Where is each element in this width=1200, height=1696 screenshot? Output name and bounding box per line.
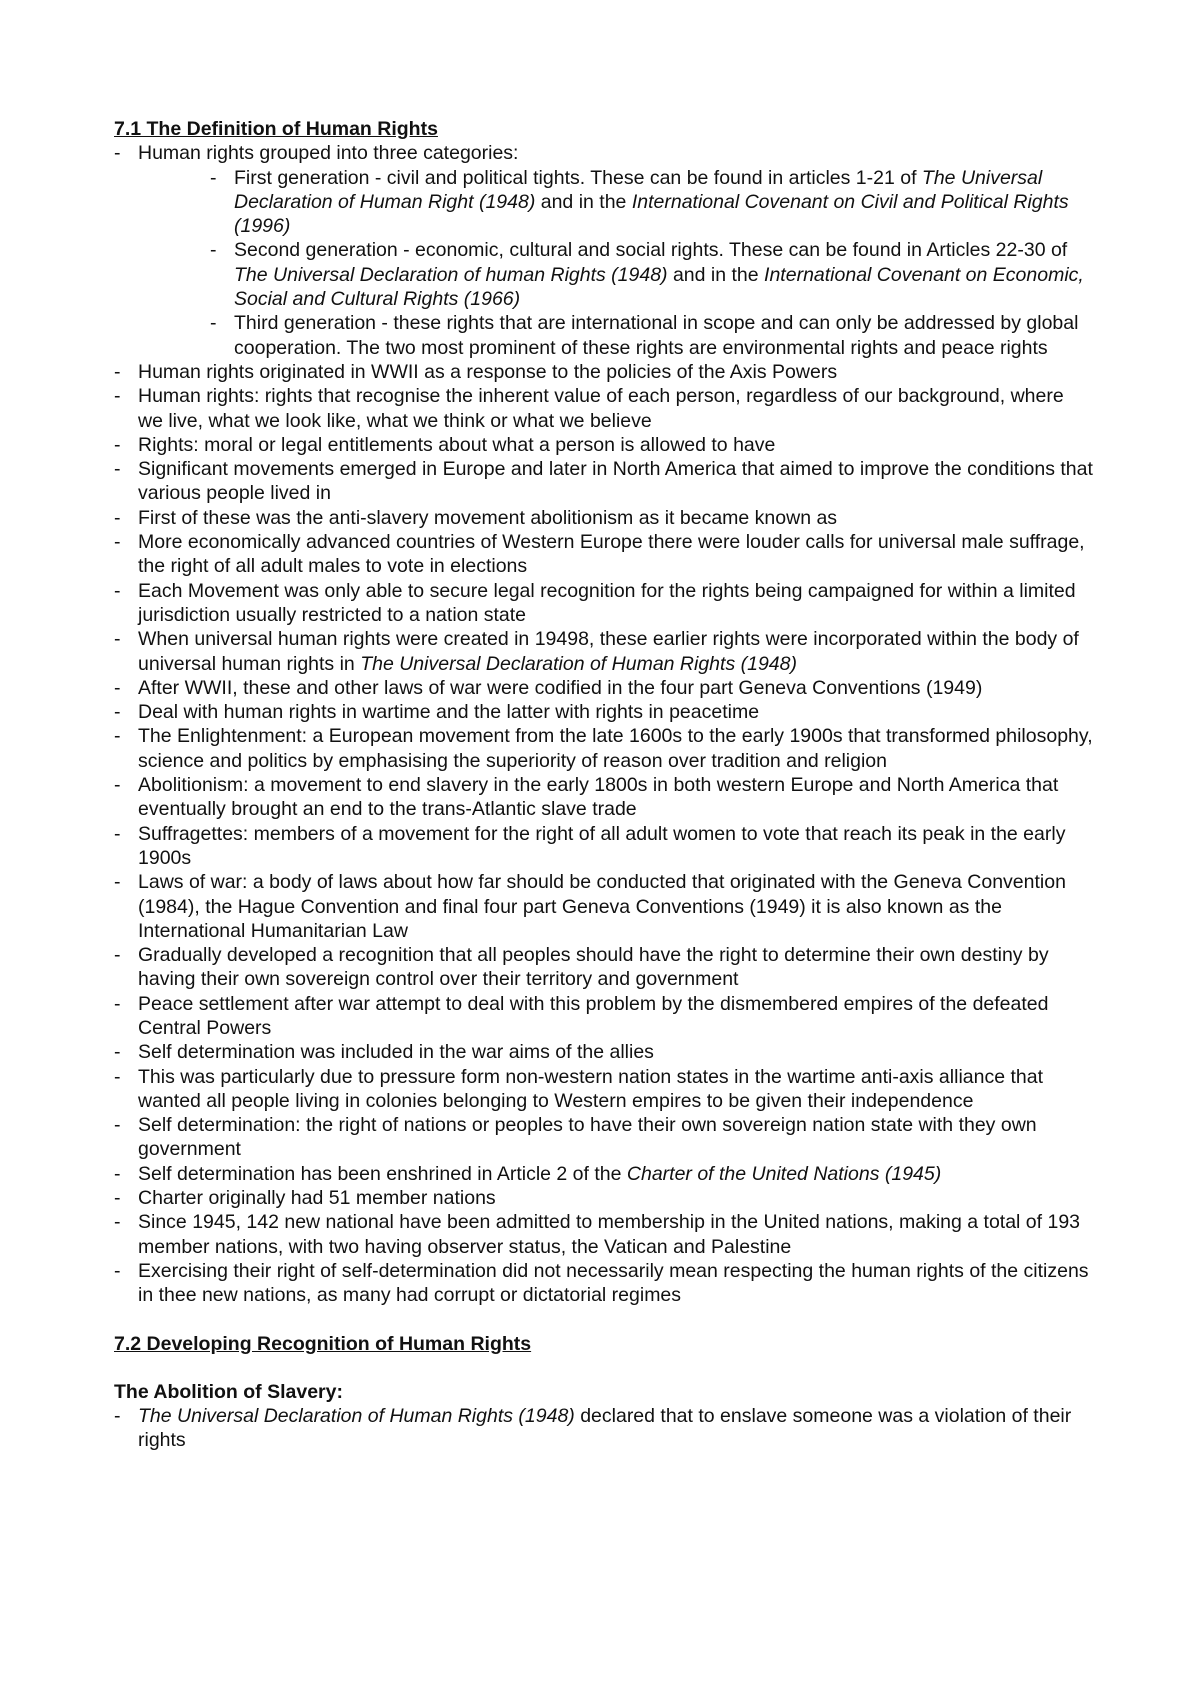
item-text: More economically advanced countries of Western Europe there were louder calls for universal male suffrage, the right of all adult males to vote in elections (138, 531, 1085, 578)
section-1-list (114, 141, 1094, 1307)
list-item (114, 773, 1094, 822)
item-text: declared that to enslave someone was a violation of their rights (138, 1405, 1072, 1452)
list-item (114, 822, 1094, 871)
list-item (114, 992, 1094, 1041)
item-text: and in the (667, 263, 765, 286)
list-item (114, 141, 1094, 360)
list-item (114, 579, 1094, 628)
dash-bullet-icon: - (210, 239, 217, 262)
item-text: This was particularly due to pressure form non-western nation states in the wartime anti-axis alliance that wanted all people living in colonies belonging to Western empires to be given their independence (138, 1065, 1043, 1112)
dash-bullet-icon: - (114, 725, 121, 748)
item-text: After WWII, these and other laws of war were codified in the four part Geneva Conventions (1949) (138, 676, 983, 699)
item-text: Human rights originated in WWII as a response to the policies of the Axis Powers (138, 360, 838, 383)
dash-bullet-icon: - (114, 579, 121, 602)
list-item (114, 943, 1094, 992)
dash-bullet-icon: - (114, 628, 121, 651)
dash-bullet-icon: - (210, 312, 217, 335)
italic-title: The Universal Declaration of human Rights (1948) (234, 263, 668, 286)
dash-bullet-icon: - (114, 774, 121, 797)
dash-bullet-icon: - (114, 676, 121, 699)
list-item (114, 360, 1094, 384)
list-item (114, 506, 1094, 530)
dash-bullet-icon: - (114, 1405, 121, 1428)
list-item (114, 1259, 1094, 1308)
item-text: Suffragettes: members of a movement for the right of all adult women to vote that reach its peak in the early 1900s (138, 822, 1066, 869)
dash-bullet-icon: - (114, 944, 121, 967)
dash-bullet-icon: - (114, 360, 121, 383)
item-text: Abolitionism: a movement to end slavery in the early 1800s in both western Europe and North America that eventually brought an end to the trans-Atlantic slave trade (138, 774, 1059, 821)
list-item (114, 1404, 1094, 1453)
intro-text: Human rights grouped into three categories: (138, 142, 519, 165)
item-text: Human rights: rights that recognise the inherent value of each person, regardless of our background, where we live, what we look like, what we think or what we believe (138, 385, 1064, 432)
dash-bullet-icon: - (114, 531, 121, 554)
item-text: Deal with human rights in wartime and the latter with rights in peacetime (138, 701, 760, 724)
list-item (114, 724, 1094, 773)
dash-bullet-icon: - (114, 871, 121, 894)
dash-bullet-icon: - (114, 1211, 121, 1234)
dash-bullet-icon: - (114, 822, 121, 845)
item-text: Exercising their right of self-determination did not necessarily mean respecting the human rights of the citizens in thee new nations, as many had corrupt or dictatorial regimes (138, 1259, 1089, 1307)
dash-bullet-icon: - (114, 701, 121, 724)
item-text: Since 1945, 142 new national have been admitted to membership in the United nations, making a total of 193 member nations, with two having observer status, the Vatican and Palestine (138, 1211, 1081, 1258)
item-text: First of these was the anti-slavery movement abolitionism as it became known as (138, 506, 838, 529)
item-text: Self determination: the right of nations or peoples to have their own sovereign nation state with they own government (138, 1114, 1037, 1161)
item-text: Peace settlement after war attempt to deal with this problem by the dismembered empires of the defeated Central Powers (138, 992, 1049, 1039)
dash-bullet-icon: - (114, 385, 121, 408)
item-text: Laws of war: a body of laws about how far should be conducted that originated with the Geneva Convention (1984), the Hague Convention and final four part Geneva Conventions (1949) it is also known as the International Humanitarian Law (138, 871, 1066, 942)
spacer (114, 1356, 1094, 1380)
list-item (114, 457, 1094, 506)
dash-bullet-icon: - (114, 142, 121, 165)
list-item (114, 1210, 1094, 1259)
italic-title: International Covenant on Civil and Political Rights (1996) (234, 190, 1069, 238)
list-item (114, 1065, 1094, 1114)
item-text: Self determination has been enshrined in Article 2 of the (138, 1162, 627, 1185)
dash-bullet-icon: - (114, 1162, 121, 1185)
section-1-heading: 7.1 The Definition of Human Rights (114, 118, 438, 140)
list-item (114, 384, 1094, 433)
item-text: Third generation - these rights that are international in scope and can only be addressed by global cooperation. The two most prominent of these rights are environmental rights and peace rights (234, 312, 1079, 359)
item-text: Rights: moral or legal entitlements about what a person is allowed to have (138, 433, 776, 456)
list-item (114, 700, 1094, 724)
dash-bullet-icon: - (114, 506, 121, 529)
list-item (138, 238, 1094, 311)
section-2-heading: 7.2 Developing Recognition of Human Rights (114, 1332, 532, 1355)
spacer (114, 1308, 1094, 1332)
item-text: The Enlightenment: a European movement from the late 1600s to the early 1900s that transformed philosophy, science and politics by emphasising the superiority of reason over tradition and religion (138, 725, 1093, 772)
italic-title: The Universal Declaration of Human Rights (1948) (138, 1405, 575, 1428)
item-text: When universal human rights were created in 19498, these earlier rights were incorporated within the body of universal human rights in (138, 628, 1079, 675)
document-page (114, 117, 1094, 1453)
item-text: Second generation - economic, cultural and social rights. These can be found in Articles 22-30 of (234, 239, 1068, 262)
dash-bullet-icon: - (114, 1259, 121, 1282)
list-item (114, 1186, 1094, 1210)
list-item (114, 870, 1094, 943)
dash-bullet-icon: - (114, 458, 121, 481)
list-item (114, 433, 1094, 457)
item-text: Gradually developed a recognition that all peoples should have the right to determine their own destiny by having their own sovereign control over their territory and government (138, 944, 1049, 991)
dash-bullet-icon: - (114, 433, 121, 456)
item-text: Each Movement was only able to secure legal recognition for the rights being campaigned for within a limited jurisdiction usually restricted to a nation state (138, 579, 1076, 626)
dash-bullet-icon: - (114, 1114, 121, 1137)
dash-bullet-icon: - (114, 1187, 121, 1210)
dash-bullet-icon: - (114, 1041, 121, 1064)
item-text: Charter originally had 51 member nations (138, 1187, 496, 1210)
list-item (114, 627, 1094, 676)
italic-title: Charter of the United Nations (1945) (626, 1162, 942, 1185)
generations-list (138, 166, 1094, 360)
item-text: First generation - civil and political tights. These can be found in articles 1-21 of (234, 166, 922, 189)
italic-title: The Universal Declaration of Human Rights (1948) (360, 652, 797, 675)
abolition-subheading: The Abolition of Slavery: (114, 1380, 343, 1403)
list-item (114, 530, 1094, 579)
list-item (114, 1040, 1094, 1064)
dash-bullet-icon: - (114, 1065, 121, 1088)
italic-title: International Covenant on Economic, Social and Cultural Rights (1966) (234, 263, 1084, 311)
list-item (114, 1162, 1094, 1186)
item-text: Self determination was included in the war aims of the allies (138, 1041, 654, 1064)
list-item (138, 311, 1094, 360)
section-2-list (114, 1404, 1094, 1453)
list-item (114, 676, 1094, 700)
item-text: Significant movements emerged in Europe and later in North America that aimed to improve the conditions that various people lived in (138, 458, 1093, 505)
list-item (138, 166, 1094, 239)
italic-title: The Universal Declaration of Human Right (1948) (234, 166, 1043, 213)
dash-bullet-icon: - (114, 992, 121, 1015)
list-item (114, 1113, 1094, 1162)
dash-bullet-icon: - (210, 166, 217, 189)
item-text: and in the (535, 190, 632, 213)
